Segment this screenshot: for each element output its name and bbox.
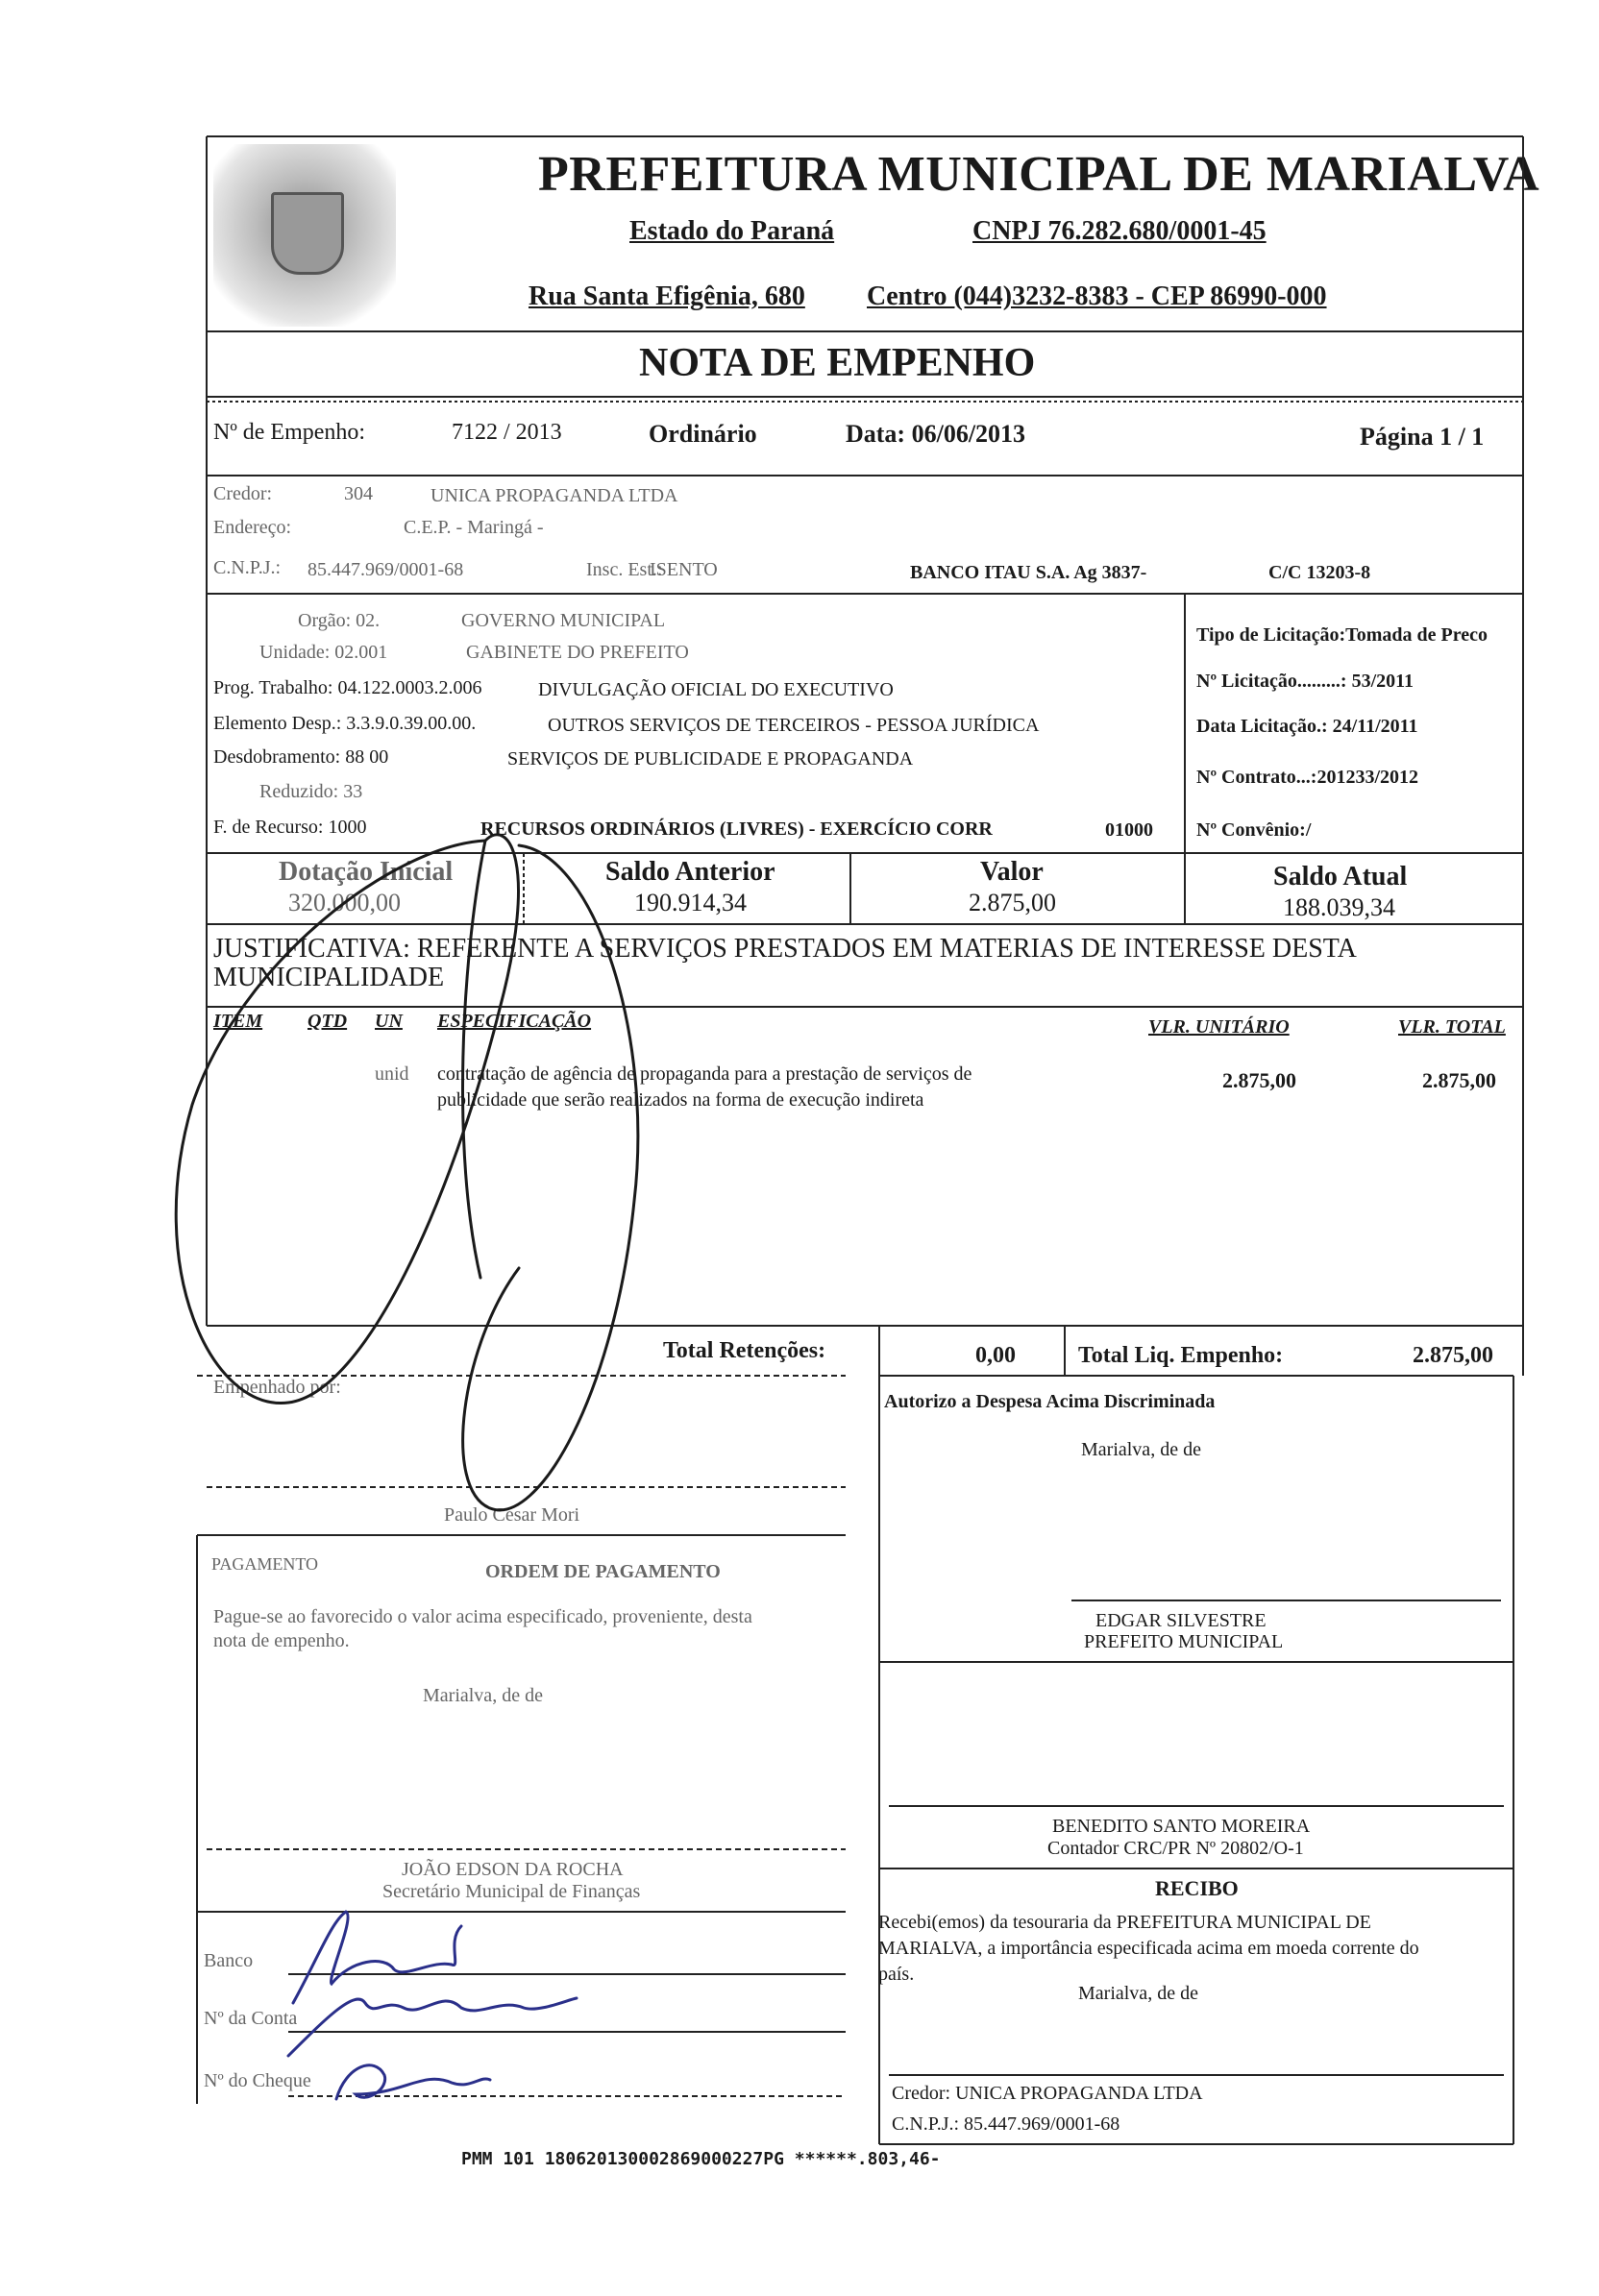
insc-value: ISENTO bbox=[650, 559, 718, 580]
address-rest: Centro (044)3232-8383 - CEP 86990-000 bbox=[867, 281, 1327, 311]
licitacao-date: Data Licitação.: 24/11/2011 bbox=[1196, 716, 1418, 737]
credor-cnpj-label: C.N.P.J.: bbox=[213, 557, 282, 578]
col-valor-unitario: VLR. UNITÁRIO bbox=[1148, 1016, 1290, 1038]
prefeito-title: PREFEITO MUNICIPAL bbox=[1084, 1631, 1284, 1652]
cnpj-header: CNPJ 76.282.680/0001-45 bbox=[972, 216, 1267, 246]
empenhado-por-name: Paulo César Mori bbox=[444, 1504, 580, 1526]
saldo-atual-label: Saldo Atual bbox=[1273, 862, 1408, 892]
retencoes-label: Total Retenções: bbox=[663, 1338, 826, 1363]
recibo-local: Marialva, de de bbox=[1078, 1983, 1198, 2004]
item-unit-value: 2.875,00 bbox=[1222, 1068, 1296, 1092]
credor-label: Credor: bbox=[213, 483, 273, 504]
recibo-text-line1: Recebi(emos) da tesouraria da PREFEITURA MUNICIPAL DE bbox=[878, 1912, 1371, 1933]
licitacao-type: Tipo de Licitação:Tomada de Preco bbox=[1196, 624, 1488, 646]
autorizo-label: Autorizo a Despesa Acima Discriminada bbox=[884, 1391, 1216, 1412]
convenio-number: Nº Convênio:/ bbox=[1196, 819, 1312, 841]
reduzido-code: Reduzido: 33 bbox=[259, 781, 363, 802]
document-title: NOTA DE EMPENHO bbox=[639, 341, 1036, 385]
dotacao-inicial-label: Dotação Inicial bbox=[279, 857, 454, 887]
page-number: Página 1 / 1 bbox=[1360, 423, 1485, 451]
bank-account: C/C 13203-8 bbox=[1268, 562, 1371, 583]
licitacao-number: Nº Licitação.........: 53/2011 bbox=[1196, 671, 1414, 692]
secretario-title: Secretário Municipal de Finanças bbox=[382, 1881, 641, 1902]
fonte-code: F. de Recurso: 1000 bbox=[213, 817, 367, 838]
elemento-name: OUTROS SERVIÇOS DE TERCEIROS - PESSOA JURÍDICA bbox=[548, 715, 1040, 736]
contrato-number: Nº Contrato...:201233/2012 bbox=[1196, 767, 1419, 788]
col-especificacao: ESPECIFICAÇÃO bbox=[437, 1011, 592, 1032]
item-description-line1: contratação de agência de propaganda para a prestação de serviços de bbox=[437, 1063, 972, 1085]
col-valor-total: VLR. TOTAL bbox=[1398, 1016, 1506, 1038]
valor-label: Valor bbox=[980, 857, 1044, 887]
fonte-cod: 01000 bbox=[1105, 819, 1153, 841]
empenhado-por-label: Empenhado por: bbox=[213, 1377, 341, 1398]
endereco-value: C.E.P. - Maringá - bbox=[404, 517, 544, 538]
secretario-name: JOÃO EDSON DA ROCHA bbox=[402, 1859, 624, 1880]
orgao-code: Orgão: 02. bbox=[298, 610, 381, 631]
desdobramento-code: Desdobramento: 88 00 bbox=[213, 746, 389, 768]
col-qtd: QTD bbox=[308, 1011, 348, 1032]
credor-cnpj: 85.447.969/0001-68 bbox=[308, 559, 464, 580]
recibo-credor: Credor: UNICA PROPAGANDA LTDA bbox=[892, 2083, 1203, 2104]
endereco-label: Endereço: bbox=[213, 517, 292, 538]
credor-code: 304 bbox=[344, 483, 373, 504]
valor-value: 2.875,00 bbox=[969, 889, 1056, 916]
street-address: Rua Santa Efigênia, 680 bbox=[529, 281, 805, 311]
recibo-text-line3: país. bbox=[878, 1964, 915, 1985]
unidade-name: GABINETE DO PREFEITO bbox=[466, 642, 689, 663]
credor-name: UNICA PROPAGANDA LTDA bbox=[430, 485, 678, 506]
empenho-number-label: Nº de Empenho: bbox=[213, 420, 366, 445]
pagamento-label: PAGAMENTO bbox=[211, 1554, 319, 1574]
pagamento-text-line1: Pague-se ao favorecido o valor acima especificado, proveniente, desta bbox=[213, 1606, 752, 1627]
programa-code: Prog. Trabalho: 04.122.0003.2.006 bbox=[213, 677, 482, 698]
fonte-name: RECURSOS ORDINÁRIOS (LIVRES) - EXERCÍCIO CORR bbox=[480, 818, 993, 840]
contador-name: BENEDITO SANTO MOREIRA bbox=[1052, 1816, 1311, 1837]
justificativa-line2: MUNICIPALIDADE bbox=[213, 963, 445, 992]
col-item: ITEM bbox=[213, 1011, 263, 1032]
recibo-label: RECIBO bbox=[1155, 1876, 1239, 1900]
prefeito-name: EDGAR SILVESTRE bbox=[1095, 1610, 1267, 1631]
desdobramento-name: SERVIÇOS DE PUBLICIDADE E PROPAGANDA bbox=[507, 748, 914, 769]
pagamento-local: Marialva, de de bbox=[423, 1685, 543, 1706]
saldo-anterior-value: 190.914,34 bbox=[634, 889, 747, 916]
empenho-number: 7122 / 2013 bbox=[452, 420, 562, 445]
elemento-code: Elemento Desp.: 3.3.9.0.39.00.00. bbox=[213, 713, 477, 734]
footer-code: PMM 101 180620130002869000227PG ******.803,46- bbox=[461, 2149, 941, 2169]
liquido-label: Total Liq. Empenho: bbox=[1078, 1343, 1284, 1368]
state-name: Estado do Paraná bbox=[629, 216, 835, 246]
item-description-line2: publicidade que serão realizados na forma de execução indireta bbox=[437, 1089, 924, 1111]
unidade-code: Unidade: 02.001 bbox=[259, 642, 388, 663]
orgao-name: GOVERNO MUNICIPAL bbox=[461, 610, 666, 631]
liquido-value: 2.875,00 bbox=[1413, 1343, 1493, 1368]
item-total-value: 2.875,00 bbox=[1422, 1068, 1496, 1092]
prefeitura-title: PREFEITURA MUNICIPAL DE MARIALVA bbox=[538, 147, 1540, 202]
col-un: UN bbox=[375, 1011, 403, 1032]
saldo-atual-value: 188.039,34 bbox=[1283, 893, 1395, 921]
recibo-cnpj: C.N.P.J.: 85.447.969/0001-68 bbox=[892, 2113, 1120, 2135]
ordem-pagamento-label: ORDEM DE PAGAMENTO bbox=[485, 1561, 721, 1582]
insc-label: Insc. Est.: bbox=[586, 559, 663, 580]
contador-title: Contador CRC/PR Nº 20802/O-1 bbox=[1047, 1838, 1304, 1859]
empenho-type: Ordinário bbox=[649, 420, 757, 448]
saldo-anterior-label: Saldo Anterior bbox=[605, 857, 775, 887]
bank-info: BANCO ITAU S.A. Ag 3837- bbox=[910, 562, 1147, 583]
justificativa-line1: JUSTIFICATIVA: REFERENTE A SERVIÇOS PRESTADOS EM MATERIAS DE INTERESSE DESTA bbox=[213, 934, 1357, 964]
empenho-date: Data: 06/06/2013 bbox=[846, 420, 1026, 448]
cheque-label: Nº do Cheque bbox=[204, 2070, 311, 2091]
banco-label: Banco bbox=[204, 1950, 254, 1971]
retencoes-value: 0,00 bbox=[975, 1343, 1016, 1368]
item-unit: unid bbox=[375, 1063, 409, 1085]
dotacao-inicial-value: 320.000,00 bbox=[288, 889, 401, 916]
pagamento-text-line2: nota de empenho. bbox=[213, 1630, 350, 1651]
recibo-text-line2: MARIALVA, a importância especificada acima em moeda corrente do bbox=[878, 1938, 1419, 1959]
autorizo-local: Marialva, de de bbox=[1081, 1439, 1201, 1460]
conta-label: Nº da Conta bbox=[204, 2008, 298, 2029]
programa-name: DIVULGAÇÃO OFICIAL DO EXECUTIVO bbox=[538, 679, 894, 700]
